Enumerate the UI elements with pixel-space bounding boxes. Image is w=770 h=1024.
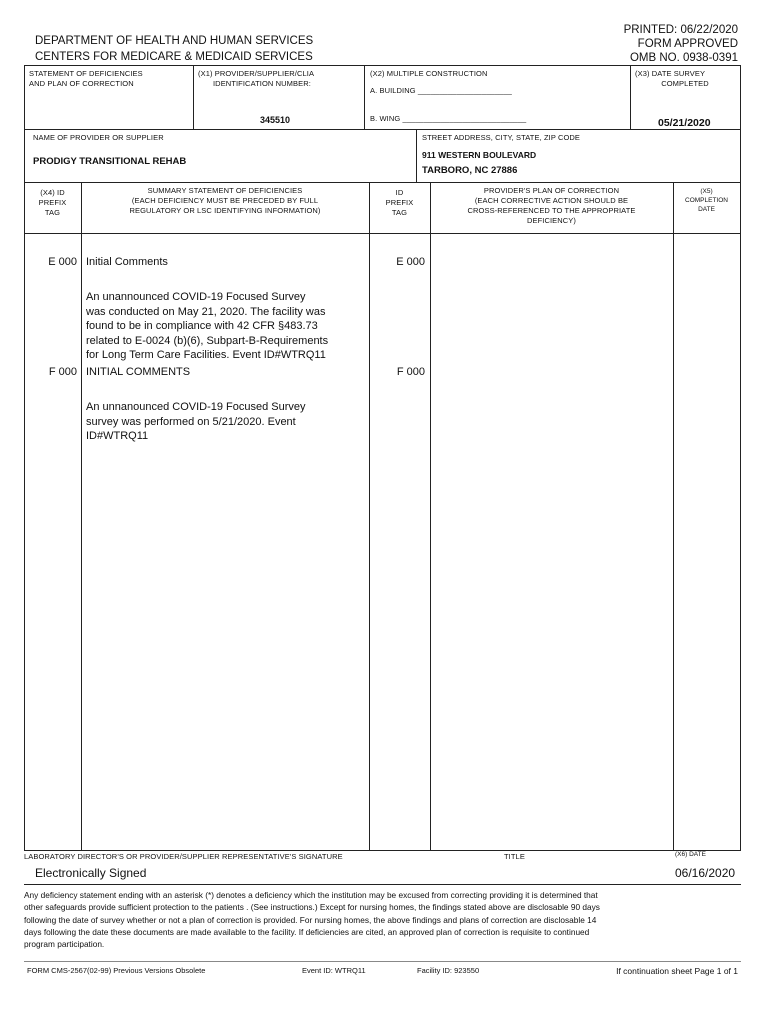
e-text-line: An unannounced COVID-19 Focused Survey <box>86 291 306 303</box>
summary-header-2: (EACH DEFICIENCY MUST BE PRECEDED BY FULL <box>131 196 319 205</box>
f-text-line: ID#WTRQ11 <box>86 430 149 442</box>
provider-name: PRODIGY TRANSITIONAL REHAB <box>33 156 187 167</box>
plan-header-1: PROVIDER'S PLAN OF CORRECTION <box>483 186 620 195</box>
form-approved: FORM APPROVED <box>637 38 738 50</box>
disclaimer-line: other safeguards provide sufficient protection to the patients . (See instructions.) Except for nursing homes, the findings stated above are disclosable 90 days <box>24 902 600 913</box>
x3-label-2: COMPLETED <box>661 79 709 88</box>
id-header-3: TAG <box>391 208 408 217</box>
disclaimer-line: days following the date these documents are made available to the facility. If deficiencies are cited, an approved plan of correction is requisite to continued <box>24 926 590 937</box>
department-title: DEPARTMENT OF HEALTH AND HUMAN SERVICES <box>35 35 314 47</box>
disclaimer-line: program participation. <box>24 939 105 950</box>
id-header-2: PREFIX <box>385 198 414 207</box>
plan-header-3: CROSS-REFERENCED TO THE APPROPRIATE <box>467 206 636 215</box>
continuation-page: If continuation sheet Page 1 of 1 <box>616 966 738 976</box>
provider-id-number: 345510 <box>260 115 291 125</box>
x3-label-1: (X3) DATE SURVEY <box>635 69 706 78</box>
disclaimer <box>24 889 600 950</box>
provider-name-label: NAME OF PROVIDER OR SUPPLIER <box>33 133 164 142</box>
summary-header-3: REGULATORY OR LSC IDENTIFYING INFORMATION) <box>129 206 321 215</box>
e-text-line: found to be in compliance with 42 CFR §483.73 <box>86 320 318 332</box>
x4-header-1: (X4) ID <box>40 188 65 197</box>
form-number: FORM CMS-2567(02-99) Previous Versions Obsolete <box>27 966 206 975</box>
survey-completed-date: 05/21/2020 <box>658 117 711 129</box>
f-id-tag: F 000 <box>396 366 425 378</box>
e-tag: E 000 <box>48 256 77 268</box>
signature-label: LABORATORY DIRECTOR'S OR PROVIDER/SUPPLIER REPRESENTATIVE'S SIGNATURE <box>24 852 343 861</box>
plan-header-4: DEFICIENCY) <box>526 216 577 225</box>
f-text-line: survey was performed on 5/21/2020. Event <box>86 415 296 428</box>
statement-label-1: STATEMENT OF DEFICIENCIES <box>29 69 143 78</box>
title-label: TITLE <box>504 852 525 861</box>
x4-header-3: TAG <box>44 208 61 217</box>
f-text-line: An unnanounced COVID-19 Focused Survey <box>86 401 306 413</box>
f-title: INITIAL COMMENTS <box>86 366 191 378</box>
disclaimer-line: following the date of survey whether or not a plan of correction is provided. For nursing homes, the above findings and plans of correction are disclosable 14 <box>24 914 597 925</box>
street-address: 911 WESTERN BOULEVARD <box>422 150 537 160</box>
x5-header-3: DATE <box>698 206 715 213</box>
x1-label-2: IDENTIFICATION NUMBER: <box>213 79 311 88</box>
id-header-1: ID <box>395 188 404 197</box>
wing-label: B. WING _____________________________ <box>370 114 527 123</box>
x2-label: (X2) MULTIPLE CONSTRUCTION <box>370 69 488 78</box>
city-state-zip: TARBORO, NC 27886 <box>422 165 518 176</box>
x1-label-1: (X1) PROVIDER/SUPPLIER/CLIA <box>198 69 315 78</box>
e-text-line: was conducted on May 21, 2020. The facility was <box>86 305 326 318</box>
centers-title: CENTERS FOR MEDICARE & MEDICAID SERVICES <box>35 51 313 63</box>
e-text-line: related to E-0024 (b)(6), Subpart-B-Requirements <box>86 334 329 347</box>
summary-header-1: SUMMARY STATEMENT OF DEFICIENCIES <box>147 186 303 195</box>
date-label: (X6) DATE <box>675 851 706 858</box>
signature-value: Electronically Signed <box>35 866 147 880</box>
printed-date: PRINTED: 06/22/2020 <box>623 24 738 36</box>
building-label: A. BUILDING ______________________ <box>370 86 512 95</box>
x5-header-2: COMPLETION <box>685 197 728 204</box>
f-tag: F 000 <box>48 366 77 378</box>
e-title: Initial Comments <box>86 256 168 268</box>
e-id-tag: E 000 <box>396 256 425 268</box>
x4-header-2: PREFIX <box>38 198 67 207</box>
facility-id: Facility ID: 923550 <box>417 966 480 975</box>
event-id: Event ID: WTRQ11 <box>302 966 366 975</box>
statement-label-2: AND PLAN OF CORRECTION <box>29 79 134 88</box>
e-text-line: for Long Term Care Facilities. Event ID#WTRQ11 <box>86 349 326 361</box>
omb-number: OMB NO. 0938-0391 <box>629 52 738 64</box>
x5-header-1: (X5) <box>700 188 713 195</box>
signature-date: 06/16/2020 <box>675 866 736 880</box>
disclaimer-line: Any deficiency statement ending with an asterisk (*) denotes a deficiency which the institution may be excused from correcting providing it is determined that <box>24 890 598 900</box>
plan-header-2: (EACH CORRECTIVE ACTION SHOULD BE <box>474 196 629 205</box>
address-label: STREET ADDRESS, CITY, STATE, ZIP CODE <box>422 133 581 142</box>
